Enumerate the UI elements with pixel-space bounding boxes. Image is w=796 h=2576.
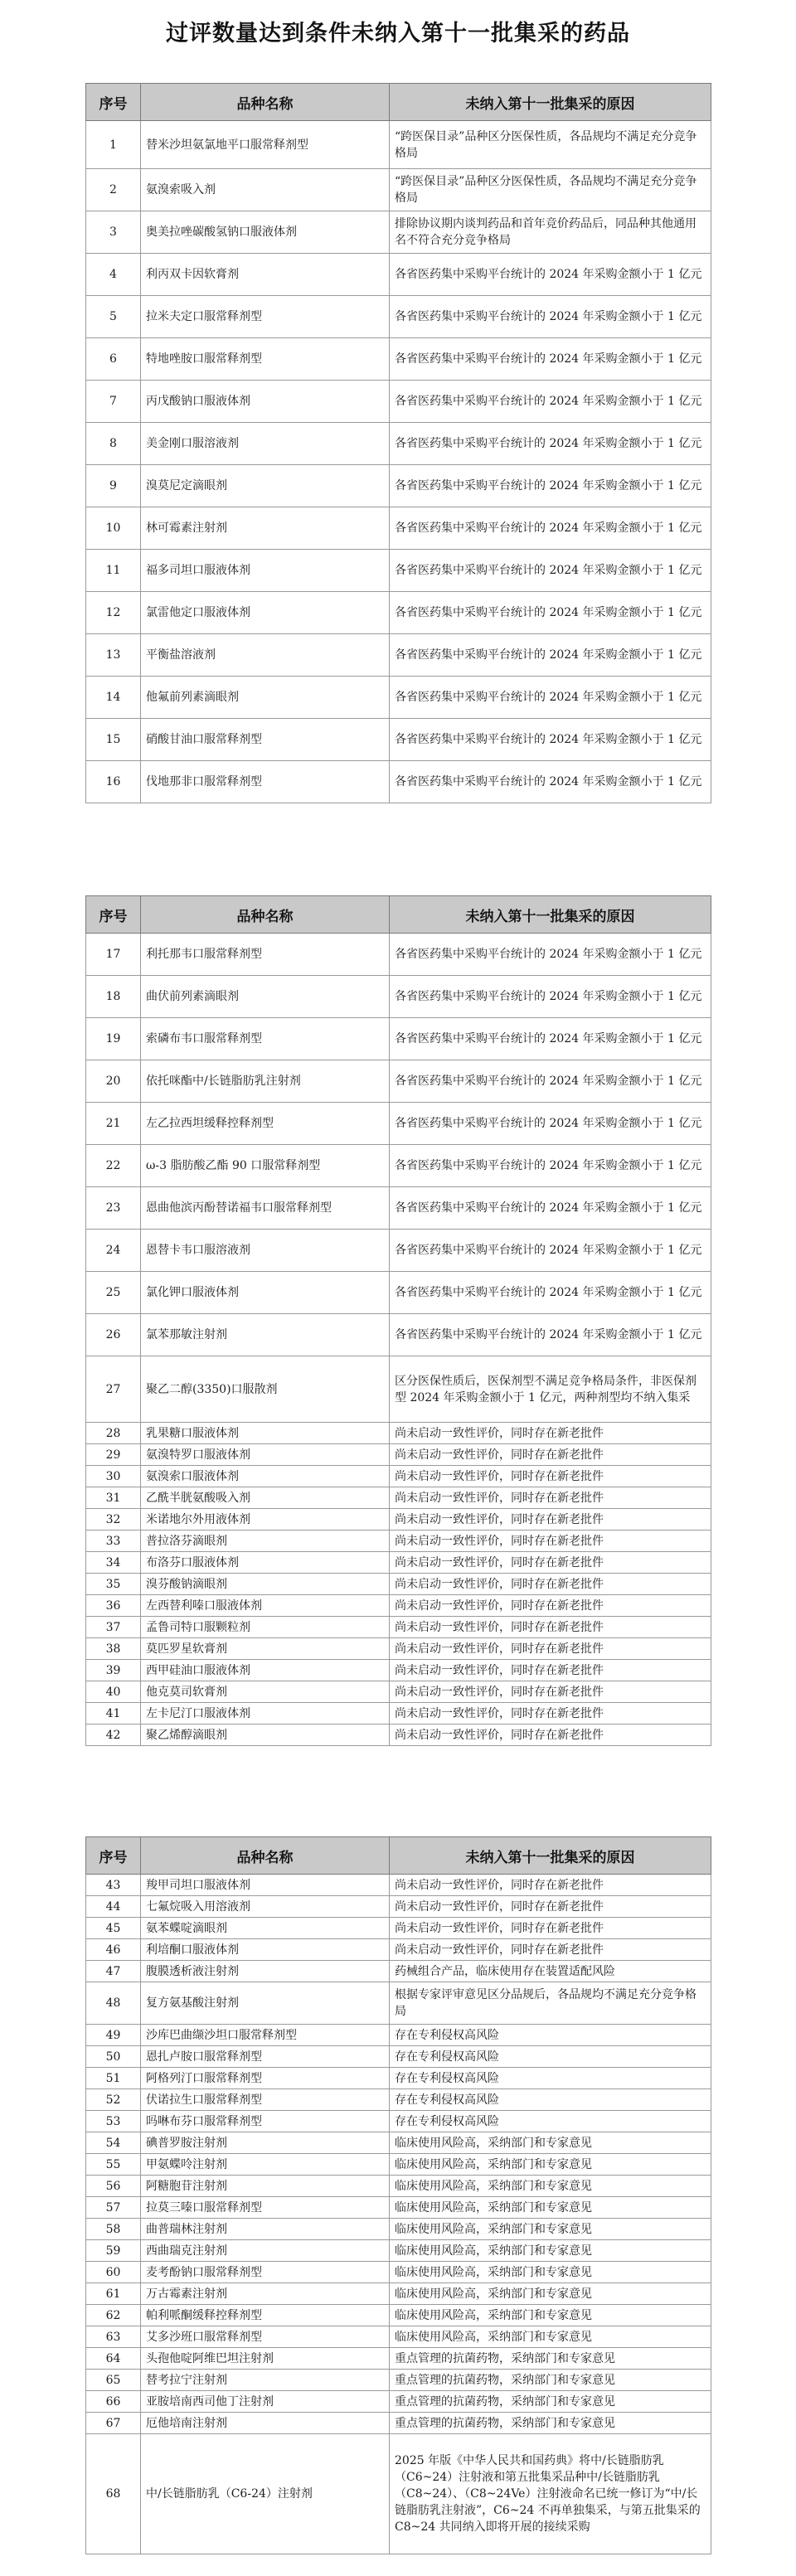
exclusion-reason: 各省医药集中采购平台统计的 2024 年采购金额小于 1 亿元 (390, 677, 711, 719)
table-row (86, 1230, 711, 1272)
row-number: 62 (86, 2305, 141, 2326)
row-number: 52 (86, 2089, 141, 2111)
exclusion-reason: 临床使用风险高，采纳部门和专家意见 (390, 2176, 711, 2197)
row-number: 67 (86, 2413, 141, 2434)
row-number: 19 (86, 1018, 141, 1060)
exclusion-reason: 临床使用风险高，采纳部门和专家意见 (390, 2132, 711, 2154)
table-row (86, 2326, 711, 2348)
drug-name: 依托咪酯中/长链脂肪乳注射剂 (141, 1060, 390, 1103)
drug-name: 布洛芬口服液体剂 (141, 1552, 390, 1574)
drug-name: 硝酸甘油口服常释剂型 (141, 719, 390, 761)
row-number: 25 (86, 1272, 141, 1314)
exclusion-reason: 各省医药集中采购平台统计的 2024 年采购金额小于 1 亿元 (390, 1230, 711, 1272)
table-row (86, 254, 711, 296)
exclusion-reason: 区分医保性质后，医保剂型不满足竞争格局条件，非医保剂型 2024 年采购金额小于 1 亿元，两种剂型均不纳入集采 (390, 1356, 711, 1423)
table-row (86, 1725, 711, 1746)
drug-name: 羧甲司坦口服液体剂 (141, 1875, 390, 1896)
drug-name: 氨溴索口服液体剂 (141, 1466, 390, 1487)
table-row (86, 1356, 711, 1423)
drug-name: 替米沙坦氨氯地平口服常释剂型 (141, 121, 390, 169)
drug-name: 头孢他啶阿维巴坦注射剂 (141, 2348, 390, 2370)
drug-name: 利托那韦口服常释剂型 (141, 934, 390, 976)
row-number: 48 (86, 1982, 141, 2025)
exclusion-reason: 重点管理的抗菌药物，采纳部门和专家意见 (390, 2370, 711, 2391)
row-number: 44 (86, 1896, 141, 1918)
exclusion-reason: 各省医药集中采购平台统计的 2024 年采购金额小于 1 亿元 (390, 1272, 711, 1314)
table-row (86, 2348, 711, 2370)
drug-name: 乙酰半胱氨酸吸入剂 (141, 1487, 390, 1509)
table-row (86, 592, 711, 634)
exclusion-reason: 各省医药集中采购平台统计的 2024 年采购金额小于 1 亿元 (390, 719, 711, 761)
table-row (86, 2068, 711, 2089)
row-number: 20 (86, 1060, 141, 1103)
table-header-row (86, 84, 711, 121)
row-number: 1 (86, 121, 141, 169)
row-number: 32 (86, 1509, 141, 1531)
row-number: 46 (86, 1939, 141, 1961)
exclusion-reason: 各省医药集中采购平台统计的 2024 年采购金额小于 1 亿元 (390, 423, 711, 465)
drug-table-1 (85, 83, 711, 803)
exclusion-reason: 存在专利侵权高风险 (390, 2046, 711, 2068)
table-row (86, 634, 711, 677)
exclusion-reason: 尚未启动一致性评价，同时存在新老批件 (390, 1595, 711, 1617)
exclusion-reason: 根据专家评审意见区分品规后，各品规均不满足充分竞争格局 (390, 1982, 711, 2025)
exclusion-reason: 存在专利侵权高风险 (390, 2089, 711, 2111)
table-row (86, 2283, 711, 2305)
table-header-row (86, 1837, 711, 1875)
exclusion-reason: 各省医药集中采购平台统计的 2024 年采购金额小于 1 亿元 (390, 1145, 711, 1187)
row-number: 26 (86, 1314, 141, 1356)
exclusion-reason: 尚未启动一致性评价，同时存在新老批件 (390, 1423, 711, 1444)
drug-name: 他克莫司软膏剂 (141, 1681, 390, 1703)
row-number: 64 (86, 2348, 141, 2370)
row-number: 58 (86, 2219, 141, 2240)
drug-name: 美金刚口服溶液剂 (141, 423, 390, 465)
table-row (86, 2413, 711, 2434)
row-number: 11 (86, 550, 141, 592)
exclusion-reason: 尚未启动一致性评价，同时存在新老批件 (390, 1660, 711, 1681)
exclusion-reason: 尚未启动一致性评价，同时存在新老批件 (390, 1574, 711, 1595)
row-number: 68 (86, 2434, 141, 2554)
row-number: 2 (86, 169, 141, 211)
drug-name: 阿糖胞苷注射剂 (141, 2176, 390, 2197)
exclusion-reason: 临床使用风险高，采纳部门和专家意见 (390, 2262, 711, 2283)
row-number: 24 (86, 1230, 141, 1272)
exclusion-reason: 存在专利侵权高风险 (390, 2068, 711, 2089)
exclusion-reason: 重点管理的抗菌药物，采纳部门和专家意见 (390, 2348, 711, 2370)
exclusion-reason: 各省医药集中采购平台统计的 2024 年采购金额小于 1 亿元 (390, 1314, 711, 1356)
drug-name: 氨溴索吸入剂 (141, 169, 390, 211)
exclusion-reason: 尚未启动一致性评价，同时存在新老批件 (390, 1939, 711, 1961)
drug-name: 左卡尼汀口服液体剂 (141, 1703, 390, 1725)
row-number: 40 (86, 1681, 141, 1703)
table-row (86, 2197, 711, 2219)
table-row (86, 1595, 711, 1617)
exclusion-reason: 各省医药集中采购平台统计的 2024 年采购金额小于 1 亿元 (390, 976, 711, 1018)
drug-name: 七氟烷吸入用溶液剂 (141, 1896, 390, 1918)
exclusion-reason: 尚未启动一致性评价，同时存在新老批件 (390, 1896, 711, 1918)
exclusion-reason: 存在专利侵权高风险 (390, 2025, 711, 2046)
exclusion-reason: 各省医药集中采购平台统计的 2024 年采购金额小于 1 亿元 (390, 381, 711, 423)
table-row (86, 1444, 711, 1466)
exclusion-reason: 各省医药集中采购平台统计的 2024 年采购金额小于 1 亿元 (390, 1060, 711, 1103)
col-header-name: 品种名称 (141, 84, 390, 121)
drug-name: 沙库巴曲缬沙坦口服常释剂型 (141, 2025, 390, 2046)
row-number: 49 (86, 2025, 141, 2046)
drug-name: 聚乙烯醇滴眼剂 (141, 1725, 390, 1746)
drug-name: 氯雷他定口服液体剂 (141, 592, 390, 634)
row-number: 13 (86, 634, 141, 677)
table-row (86, 1466, 711, 1487)
table-row (86, 1272, 711, 1314)
exclusion-reason: 各省医药集中采购平台统计的 2024 年采购金额小于 1 亿元 (390, 507, 711, 550)
row-number: 43 (86, 1875, 141, 1896)
exclusion-reason: 尚未启动一致性评价，同时存在新老批件 (390, 1531, 711, 1552)
row-number: 29 (86, 1444, 141, 1466)
table-row (86, 2132, 711, 2154)
row-number: 18 (86, 976, 141, 1018)
row-number: 61 (86, 2283, 141, 2305)
drug-name: 米诺地尔外用液体剂 (141, 1509, 390, 1531)
row-number: 45 (86, 1918, 141, 1939)
col-header-reason: 未纳入第十一批集采的原因 (390, 1837, 711, 1875)
exclusion-reason: 各省医药集中采购平台统计的 2024 年采购金额小于 1 亿元 (390, 592, 711, 634)
row-number: 28 (86, 1423, 141, 1444)
drug-name: 普拉洛芬滴眼剂 (141, 1531, 390, 1552)
table-row (86, 381, 711, 423)
exclusion-reason: 存在专利侵权高风险 (390, 2111, 711, 2132)
drug-table-2 (85, 895, 711, 1746)
row-number: 42 (86, 1725, 141, 1746)
row-number: 30 (86, 1466, 141, 1487)
exclusion-reason: 各省医药集中采购平台统计的 2024 年采购金额小于 1 亿元 (390, 338, 711, 381)
exclusion-reason: 临床使用风险高，采纳部门和专家意见 (390, 2283, 711, 2305)
table-row (86, 1552, 711, 1574)
drug-name: 溴莫尼定滴眼剂 (141, 465, 390, 507)
table-row (86, 1982, 711, 2025)
exclusion-reason: 各省医药集中采购平台统计的 2024 年采购金额小于 1 亿元 (390, 296, 711, 338)
table-row (86, 1060, 711, 1103)
exclusion-reason: 尚未启动一致性评价，同时存在新老批件 (390, 1466, 711, 1487)
table-row (86, 423, 711, 465)
drug-name: 恩替卡韦口服溶液剂 (141, 1230, 390, 1272)
table-row (86, 169, 711, 211)
table-row (86, 2025, 711, 2046)
drug-name: 奥美拉唑碳酸氢钠口服液体剂 (141, 211, 390, 254)
exclusion-reason: 临床使用风险高，采纳部门和专家意见 (390, 2219, 711, 2240)
drug-name: 丙戊酸钠口服液体剂 (141, 381, 390, 423)
row-number: 55 (86, 2154, 141, 2176)
row-number: 65 (86, 2370, 141, 2391)
col-header-name: 品种名称 (141, 1837, 390, 1875)
drug-name: 艾多沙班口服常释剂型 (141, 2326, 390, 2348)
table-row (86, 976, 711, 1018)
drug-name: 碘普罗胺注射剂 (141, 2132, 390, 2154)
table-row (86, 1961, 711, 1982)
exclusion-reason: 重点管理的抗菌药物，采纳部门和专家意见 (390, 2391, 711, 2413)
table-row (86, 296, 711, 338)
drug-name: 伏诺拉生口服常释剂型 (141, 2089, 390, 2111)
table-row (86, 2154, 711, 2176)
table-row (86, 2305, 711, 2326)
drug-name: 氨溴特罗口服液体剂 (141, 1444, 390, 1466)
row-number: 8 (86, 423, 141, 465)
table-header-row (86, 896, 711, 934)
table-row (86, 1660, 711, 1681)
table-row (86, 2370, 711, 2391)
exclusion-reason: 尚未启动一致性评价，同时存在新老批件 (390, 1681, 711, 1703)
exclusion-reason: 各省医药集中采购平台统计的 2024 年采购金额小于 1 亿元 (390, 254, 711, 296)
exclusion-reason: 尚未启动一致性评价，同时存在新老批件 (390, 1638, 711, 1660)
row-number: 3 (86, 211, 141, 254)
table-row (86, 465, 711, 507)
exclusion-reason: 各省医药集中采购平台统计的 2024 年采购金额小于 1 亿元 (390, 634, 711, 677)
col-header-reason: 未纳入第十一批集采的原因 (390, 84, 711, 121)
row-number: 50 (86, 2046, 141, 2068)
exclusion-reason: 各省医药集中采购平台统计的 2024 年采购金额小于 1 亿元 (390, 550, 711, 592)
row-number: 4 (86, 254, 141, 296)
exclusion-reason: 2025 年版《中华人民共和国药典》将中/长链脂肪乳（C6~24）注射液和第五批集采品种中/长链脂肪乳（C8~24）、（C8~24Ve）注射液命名已统一修订为“中/长链脂肪乳注射液”，C6~24 不再单独集采，与第五批集采的 C8~24 共同纳入即将开展的接续采购 (390, 2434, 711, 2554)
exclusion-reason: 尚未启动一致性评价，同时存在新老批件 (390, 1725, 711, 1746)
row-number: 17 (86, 934, 141, 976)
exclusion-reason: 各省医药集中采购平台统计的 2024 年采购金额小于 1 亿元 (390, 1187, 711, 1230)
exclusion-reason: 各省医药集中采购平台统计的 2024 年采购金额小于 1 亿元 (390, 761, 711, 803)
drug-name: 特地唑胺口服常释剂型 (141, 338, 390, 381)
row-number: 34 (86, 1552, 141, 1574)
exclusion-reason: 临床使用风险高，采纳部门和专家意见 (390, 2305, 711, 2326)
drug-name: 替考拉宁注射剂 (141, 2370, 390, 2391)
table-row (86, 1531, 711, 1552)
drug-name: 索磷布韦口服常释剂型 (141, 1018, 390, 1060)
table-row (86, 1681, 711, 1703)
table-row (86, 550, 711, 592)
col-header-no: 序号 (86, 896, 141, 934)
drug-name: 他氟前列素滴眼剂 (141, 677, 390, 719)
drug-name: 福多司坦口服液体剂 (141, 550, 390, 592)
row-number: 57 (86, 2197, 141, 2219)
table-row (86, 761, 711, 803)
row-number: 38 (86, 1638, 141, 1660)
drug-name: 万古霉素注射剂 (141, 2283, 390, 2305)
row-number: 27 (86, 1356, 141, 1423)
row-number: 9 (86, 465, 141, 507)
drug-name: 利培酮口服液体剂 (141, 1939, 390, 1961)
drug-name: 麦考酚钠口服常释剂型 (141, 2262, 390, 2283)
row-number: 23 (86, 1187, 141, 1230)
table-row (86, 1423, 711, 1444)
table-row (86, 2219, 711, 2240)
table-row (86, 1939, 711, 1961)
drug-name: 氯化钾口服液体剂 (141, 1272, 390, 1314)
drug-name: 亚胺培南西司他丁注射剂 (141, 2391, 390, 2413)
row-number: 31 (86, 1487, 141, 1509)
table-row (86, 1875, 711, 1896)
row-number: 37 (86, 1617, 141, 1638)
row-number: 7 (86, 381, 141, 423)
exclusion-reason: 各省医药集中采购平台统计的 2024 年采购金额小于 1 亿元 (390, 934, 711, 976)
exclusion-reason: 尚未启动一致性评价，同时存在新老批件 (390, 1552, 711, 1574)
exclusion-reason: 临床使用风险高，采纳部门和专家意见 (390, 2154, 711, 2176)
table-row (86, 2240, 711, 2262)
exclusion-reason: 各省医药集中采购平台统计的 2024 年采购金额小于 1 亿元 (390, 1103, 711, 1145)
row-number: 39 (86, 1660, 141, 1681)
drug-name: 西甲硅油口服液体剂 (141, 1660, 390, 1681)
col-header-no: 序号 (86, 1837, 141, 1875)
row-number: 36 (86, 1595, 141, 1617)
drug-name: 厄他培南注射剂 (141, 2413, 390, 2434)
drug-name: ω-3 脂肪酸乙酯 90 口服常释剂型 (141, 1145, 390, 1187)
row-number: 15 (86, 719, 141, 761)
exclusion-reason: 尚未启动一致性评价，同时存在新老批件 (390, 1444, 711, 1466)
exclusion-reason: 尚未启动一致性评价，同时存在新老批件 (390, 1703, 711, 1725)
drug-name: 帕利哌酮缓释控释剂型 (141, 2305, 390, 2326)
drug-name: 溴芬酸钠滴眼剂 (141, 1574, 390, 1595)
drug-name: 恩曲他滨丙酚替诺福韦口服常释剂型 (141, 1187, 390, 1230)
exclusion-reason: 重点管理的抗菌药物，采纳部门和专家意见 (390, 2413, 711, 2434)
exclusion-reason: 各省医药集中采购平台统计的 2024 年采购金额小于 1 亿元 (390, 465, 711, 507)
exclusion-reason: 尚未启动一致性评价，同时存在新老批件 (390, 1918, 711, 1939)
drug-name: 腹膜透析液注射剂 (141, 1961, 390, 1982)
drug-name: 莫匹罗星软膏剂 (141, 1638, 390, 1660)
col-header-reason: 未纳入第十一批集采的原因 (390, 896, 711, 934)
drug-name: 复方氨基酸注射剂 (141, 1982, 390, 2025)
row-number: 33 (86, 1531, 141, 1552)
row-number: 35 (86, 1574, 141, 1595)
row-number: 14 (86, 677, 141, 719)
table-row (86, 1896, 711, 1918)
table-row (86, 1018, 711, 1060)
row-number: 12 (86, 592, 141, 634)
row-number: 53 (86, 2111, 141, 2132)
table-row (86, 2434, 711, 2554)
row-number: 10 (86, 507, 141, 550)
drug-name: 孟鲁司特口服颗粒剂 (141, 1617, 390, 1638)
table-row (86, 1918, 711, 1939)
row-number: 51 (86, 2068, 141, 2089)
row-number: 54 (86, 2132, 141, 2154)
table-row (86, 1103, 711, 1145)
table-row (86, 338, 711, 381)
row-number: 22 (86, 1145, 141, 1187)
drug-name: 阿格列汀口服常释剂型 (141, 2068, 390, 2089)
table-row (86, 1574, 711, 1595)
table-row (86, 507, 711, 550)
table-row (86, 2262, 711, 2283)
row-number: 6 (86, 338, 141, 381)
exclusion-reason: 临床使用风险高，采纳部门和专家意见 (390, 2326, 711, 2348)
table-row (86, 121, 711, 169)
row-number: 16 (86, 761, 141, 803)
table-row (86, 1509, 711, 1531)
row-number: 56 (86, 2176, 141, 2197)
table-row (86, 1703, 711, 1725)
drug-name: 拉米夫定口服常释剂型 (141, 296, 390, 338)
table-row (86, 1314, 711, 1356)
exclusion-reason: 排除协议期内谈判药品和首年竞价药品后，同品种其他通用名不符合充分竞争格局 (390, 211, 711, 254)
exclusion-reason: 临床使用风险高，采纳部门和专家意见 (390, 2197, 711, 2219)
row-number: 47 (86, 1961, 141, 1982)
drug-name: 西曲瑞克注射剂 (141, 2240, 390, 2262)
drug-table-3 (85, 1836, 711, 2554)
exclusion-reason: 临床使用风险高，采纳部门和专家意见 (390, 2240, 711, 2262)
table-row (86, 1145, 711, 1187)
row-number: 21 (86, 1103, 141, 1145)
exclusion-reason: “跨医保目录”品种区分医保性质，各品规均不满足充分竞争格局 (390, 121, 711, 169)
drug-name: 乳果糖口服液体剂 (141, 1423, 390, 1444)
exclusion-reason: “跨医保目录”品种区分医保性质，各品规均不满足充分竞争格局 (390, 169, 711, 211)
table-row (86, 2111, 711, 2132)
table-row (86, 934, 711, 976)
drug-name: 聚乙二醇(3350)口服散剂 (141, 1356, 390, 1423)
drug-name: 恩扎卢胺口服常释剂型 (141, 2046, 390, 2068)
drug-name: 林可霉素注射剂 (141, 507, 390, 550)
col-header-name: 品种名称 (141, 896, 390, 934)
drug-name: 中/长链脂肪乳（C6-24）注射剂 (141, 2434, 390, 2554)
table-row (86, 2391, 711, 2413)
drug-name: 拉莫三嗪口服常释剂型 (141, 2197, 390, 2219)
row-number: 60 (86, 2262, 141, 2283)
table-row (86, 211, 711, 254)
exclusion-reason: 各省医药集中采购平台统计的 2024 年采购金额小于 1 亿元 (390, 1018, 711, 1060)
drug-name: 伐地那非口服常释剂型 (141, 761, 390, 803)
table-row (86, 719, 711, 761)
page-title: 过评数量达到条件未纳入第十一批集采的药品 (166, 21, 630, 46)
drug-name: 曲普瑞林注射剂 (141, 2219, 390, 2240)
row-number: 63 (86, 2326, 141, 2348)
row-number: 41 (86, 1703, 141, 1725)
table-row (86, 2176, 711, 2197)
drug-name: 曲伏前列素滴眼剂 (141, 976, 390, 1018)
exclusion-reason: 药械组合产品，临床使用存在装置适配风险 (390, 1961, 711, 1982)
drug-name: 平衡盐溶液剂 (141, 634, 390, 677)
table-row (86, 1487, 711, 1509)
col-header-no: 序号 (86, 84, 141, 121)
drug-name: 左乙拉西坦缓释控释剂型 (141, 1103, 390, 1145)
drug-name: 氯苯那敏注射剂 (141, 1314, 390, 1356)
table-row (86, 677, 711, 719)
table-row (86, 2046, 711, 2068)
row-number: 59 (86, 2240, 141, 2262)
drug-name: 氨苯蝶啶滴眼剂 (141, 1918, 390, 1939)
row-number: 66 (86, 2391, 141, 2413)
exclusion-reason: 尚未启动一致性评价，同时存在新老批件 (390, 1487, 711, 1509)
exclusion-reason: 尚未启动一致性评价，同时存在新老批件 (390, 1509, 711, 1531)
table-row (86, 1617, 711, 1638)
table-row (86, 1187, 711, 1230)
drug-name: 甲氨蝶呤注射剂 (141, 2154, 390, 2176)
exclusion-reason: 尚未启动一致性评价，同时存在新老批件 (390, 1875, 711, 1896)
exclusion-reason: 尚未启动一致性评价，同时存在新老批件 (390, 1617, 711, 1638)
table-row (86, 2089, 711, 2111)
drug-name: 利丙双卡因软膏剂 (141, 254, 390, 296)
drug-name: 左西替利嗪口服液体剂 (141, 1595, 390, 1617)
drug-name: 吗啉布芬口服常释剂型 (141, 2111, 390, 2132)
row-number: 5 (86, 296, 141, 338)
table-row (86, 1638, 711, 1660)
